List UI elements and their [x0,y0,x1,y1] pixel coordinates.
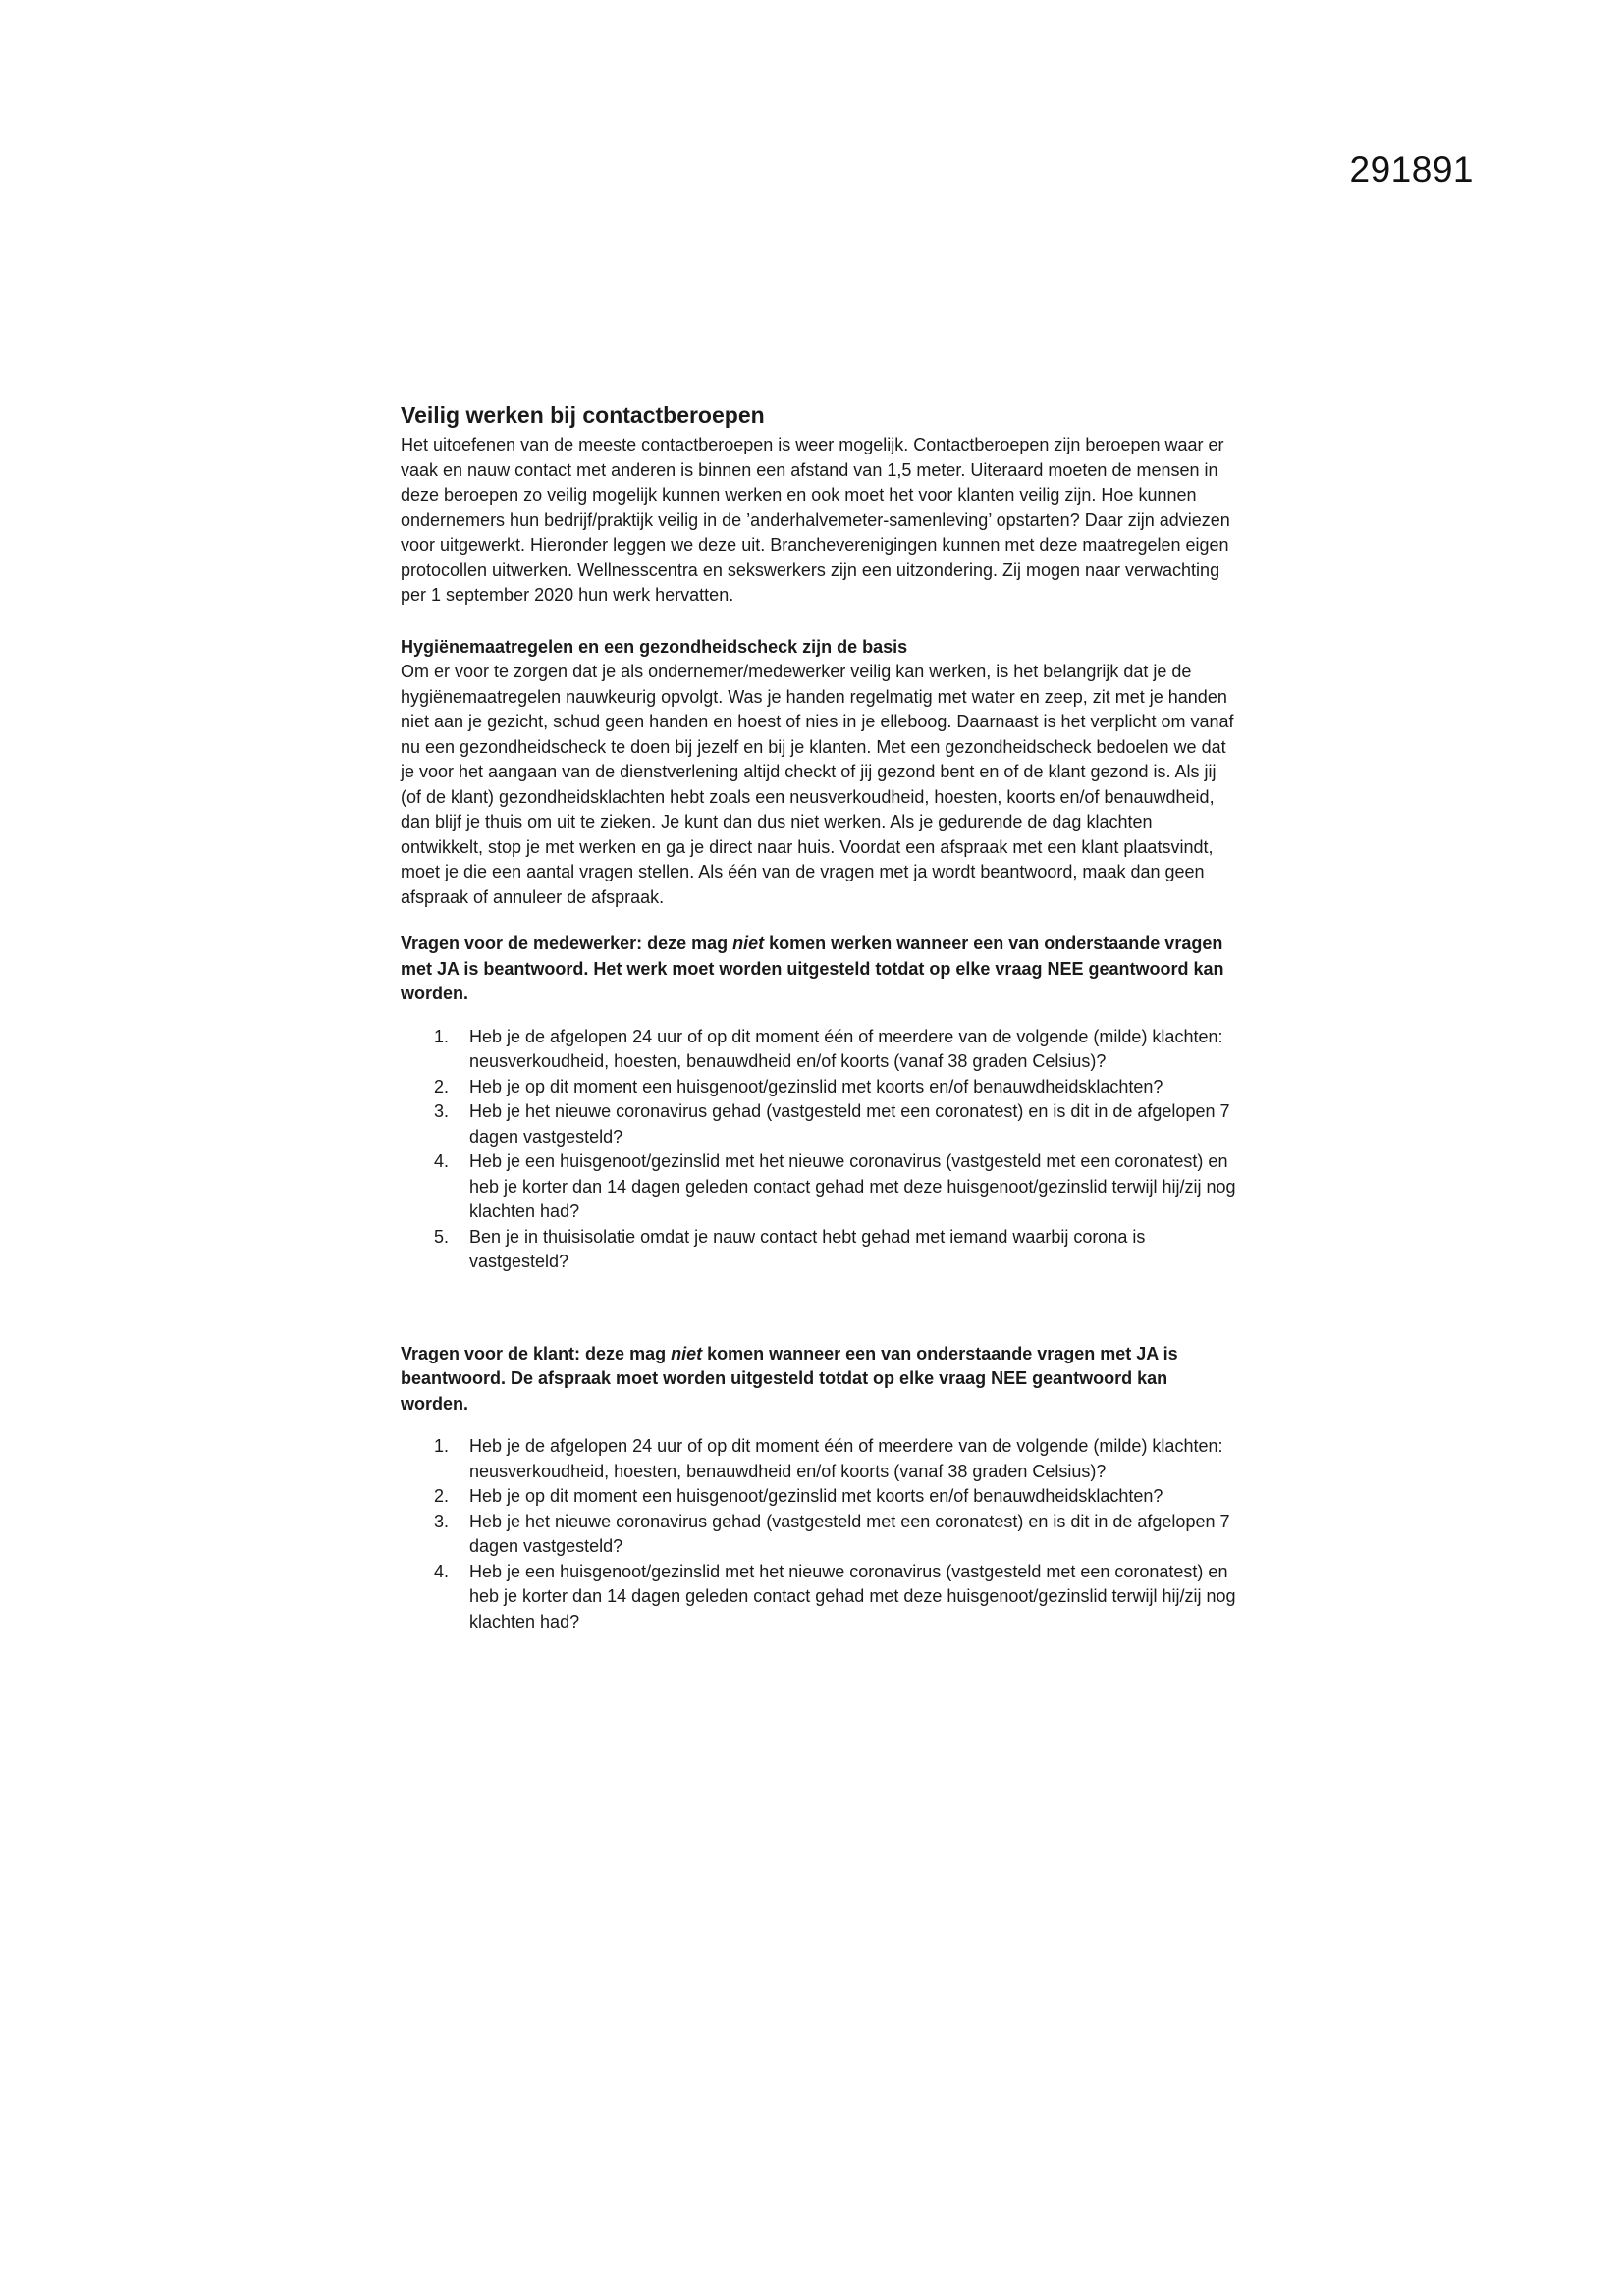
list-number: 2. [434,1486,450,1506]
list-item [434,1075,1237,1100]
list-item [434,1560,1237,1635]
list-item-text: Heb je het nieuwe coronavirus gehad (vastgesteld met een coronatest) en is dit in de afgelopen 7 dagen vastgesteld? [469,1101,1230,1147]
client-question-list [401,1434,1237,1634]
list-number: 4. [434,1561,450,1581]
list-item [434,1025,1237,1075]
hygiene-heading: Hygiënemaatregelen en een gezondheidscheck zijn de basis [401,636,908,657]
list-item [434,1484,1237,1510]
list-number: 2. [434,1076,450,1096]
list-item [434,1434,1237,1484]
employee-intro-start: Vragen voor de medewerker: deze mag [401,934,733,953]
hygiene-section [401,635,1237,911]
list-item-text: Heb je op dit moment een huisgenoot/gezinslid met koorts en/of benauwdheidsklachten? [469,1486,1163,1506]
client-intro-start: Vragen voor de klant: deze mag [401,1343,672,1363]
document-number: 291891 [1349,149,1474,189]
intro-paragraph: Het uitoefenen van de meeste contactberoepen is weer mogelijk. Contactberoepen zijn beroepen waar er vaak en nauw contact met anderen is binnen een afstand van 1,5 meter. Uiteraard moeten de mensen in deze beroepen zo veilig mogelijk kunnen werken en ook moet het voor klanten veilig zijn. Hoe kunnen ondernemers hun bedrijf/praktijk veilig in de ’anderhalvemeter-samenleving’ opstarten? Daar zijn adviezen voor uitgewerkt. Hieronder leggen we deze uit. Brancheverenigingen kunnen met deze maatregelen eigen protocollen uitwerken. Wellnesscentra en sekswerkers zijn een uitzondering. Zij mogen naar verwachting per 1 september 2020 hun werk hervatten. [401,435,1230,605]
list-item-text: Heb je de afgelopen 24 uur of op dit moment één of meerdere van de volgende (milde) klachten: neusverkoudheid, hoesten, benauwdheid en/of koorts (vanaf 38 graden Celsius)? [469,1026,1223,1071]
list-item [434,1149,1237,1225]
document-body [401,400,1237,1634]
list-item-text: Heb je een huisgenoot/gezinslid met het nieuwe coronavirus (vastgesteld met een coronatest) en heb je korter dan 14 dagen geleden contact gehad met deze huisgenoot/gezinslid terwijl hij/zij nog klachten had? [469,1151,1236,1221]
employee-intro-end: komen werken wanneer een van onderstaande vragen met JA is beantwoord. Het werk moet worden uitgesteld totdat op elke vraag NEE geantwoord kan worden. [401,934,1224,1003]
list-number: 4. [434,1151,450,1171]
list-item-text: Heb je op dit moment een huisgenoot/gezinslid met koorts en/of benauwdheidsklachten? [469,1076,1163,1096]
client-intro-end: komen wanneer een van onderstaande vragen met JA is beantwoord. De afspraak moet worden uitgesteld totdat op elke vraag NEE geantwoord kan worden. [401,1343,1178,1414]
list-item-text: Heb je het nieuwe coronavirus gehad (vastgesteld met een coronatest) en is dit in de afgelopen 7 dagen vastgesteld? [469,1511,1230,1556]
client-questions-intro [401,1342,1237,1417]
list-number: 3. [434,1511,450,1531]
page-title: Veilig werken bij contactberoepen [401,402,765,428]
employee-question-list [401,1025,1237,1275]
hygiene-paragraph: Om er voor te zorgen dat je als ondernemer/medewerker veilig kan werken, is het belangrijk dat je de hygiënemaatregelen nauwkeurig opvolgt. Was je handen regelmatig met water en zeep, zit met je handen niet aan je gezicht, schud geen handen en hoest of nies in je elleboog. Daarnaast is het verplicht om vanaf nu een gezondheidscheck te doen bij jezelf en bij je klanten. Met een gezondheidscheck bedoelen we dat je voor het aangaan van de dienstverlening altijd checkt of jij gezond bent en of de klant gezond is. Als jij (of de klant) gezondheidsklachten hebt zoals een neusverkoudheid, hoesten, koorts en/of benauwdheid, dan blijf je thuis om uit te zieken. Je kunt dan dus niet werken. Als je gedurende de dag klachten ontwikkelt, stop je met werken en ga je direct naar huis. Voordat een afspraak met een klant plaatsvindt, moet je die een aantal vragen stellen. Als één van de vragen met ja wordt beantwoord, maak dan geen afspraak of annuleer de afspraak. [401,662,1234,907]
list-number: 5. [434,1226,450,1247]
list-number: 1. [434,1436,450,1456]
list-item-text: Heb je de afgelopen 24 uur of op dit moment één of meerdere van de volgende (milde) klachten: neusverkoudheid, hoesten, benauwdheid en/of koorts (vanaf 38 graden Celsius)? [469,1436,1223,1481]
employee-questions-intro [401,932,1237,1007]
list-item-text: Ben je in thuisisolatie omdat je nauw contact hebt gehad met iemand waarbij corona is vastgesteld? [469,1226,1146,1271]
list-item [434,1225,1237,1275]
employee-intro-emphasis: niet [732,934,765,953]
list-number: 3. [434,1101,450,1121]
list-item [434,1510,1237,1560]
client-intro-emphasis: niet [671,1343,703,1363]
list-number: 1. [434,1026,450,1046]
list-item [434,1099,1237,1149]
list-item-text: Heb je een huisgenoot/gezinslid met het nieuwe coronavirus (vastgesteld met een coronatest) en heb je korter dan 14 dagen geleden contact gehad met deze huisgenoot/gezinslid terwijl hij/zij nog klachten had? [469,1561,1236,1631]
